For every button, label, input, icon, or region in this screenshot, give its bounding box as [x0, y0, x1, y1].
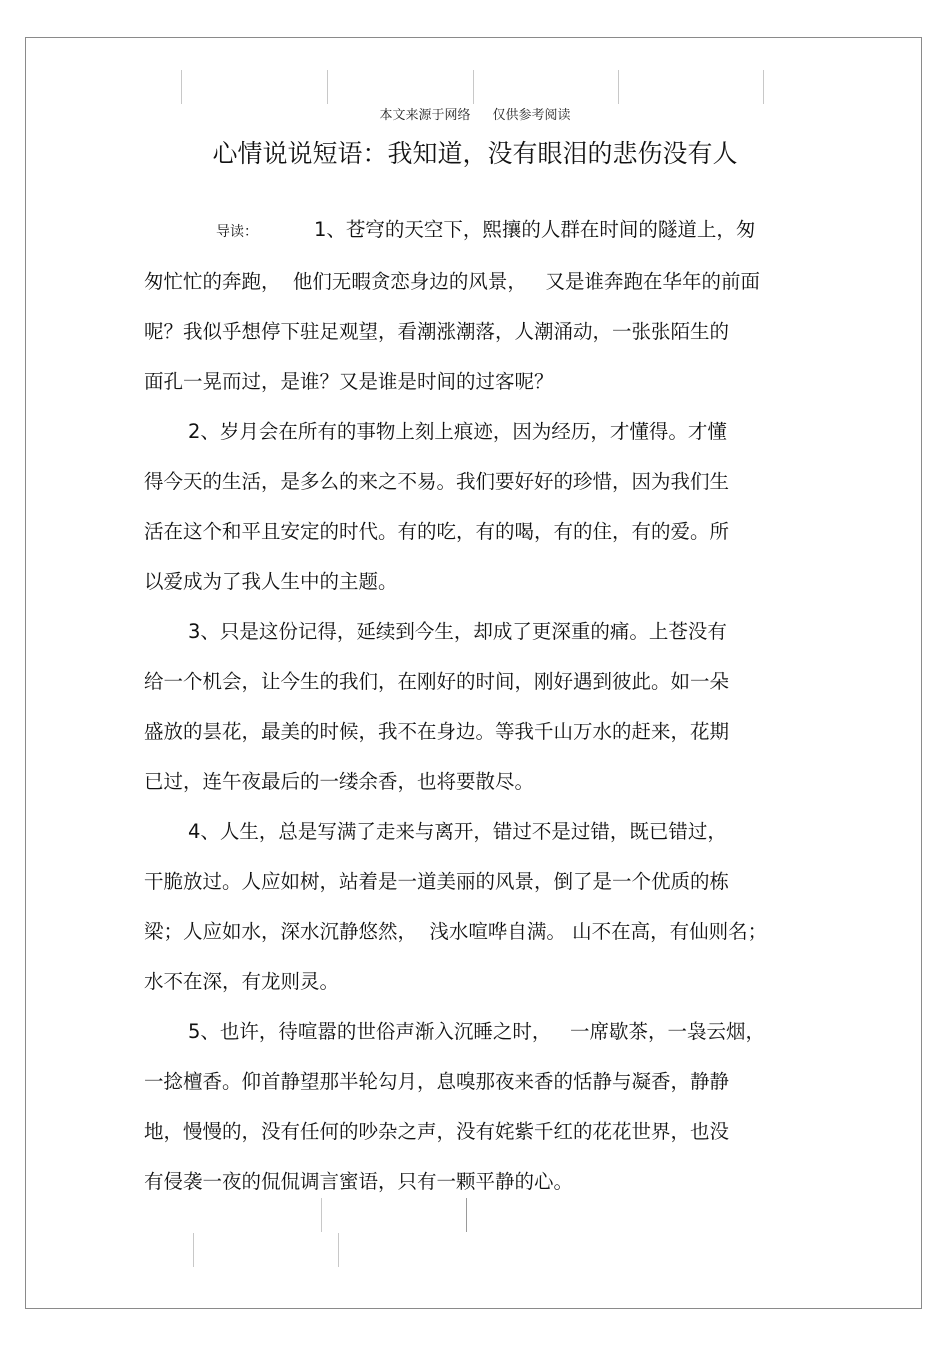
text-line: 盛放的昙花，最美的时候，我不在身边。等我千山万水的赶来，花期 — [144, 720, 730, 743]
source-note — [0, 104, 950, 123]
text-line: 得今天的生活，是多么的来之不易。我们要好好的珍惜，因为我们生 — [144, 470, 730, 493]
text-line: 梁；人应如水，深水沉静悠然， 浅水喧哗自满。 山不在高，有仙则名； — [144, 920, 768, 943]
scan-mark — [473, 70, 474, 104]
text-line: 以爱成为了我人生中的主题。 — [144, 570, 398, 593]
page-title: 心情说说短语：我知道，没有眼泪的悲伤没有人 — [212, 139, 738, 168]
text-line: 已过，连午夜最后的一缕余香，也将要散尽。 — [144, 770, 535, 793]
lead-label: 导读： — [216, 224, 258, 240]
scan-mark — [618, 70, 619, 104]
text-line: 一捻檀香。仰首静望那半轮勾月，息嗅那夜来香的恬静与凝香，静静 — [144, 1070, 730, 1093]
text-line: 1、苍穹的天空下，熙攘的人群在时间的隧道上，匆 — [314, 218, 756, 241]
text-line: 给一个机会，让今生的我们，在刚好的时间，刚好遇到彼此。如一朵 — [144, 670, 730, 693]
text-line: 有侵袭一夜的侃侃调言蜜语，只有一颗平静的心。 — [144, 1170, 574, 1193]
text-line: 4、人生，总是写满了走来与离开，错过不是过错，既已错过， — [188, 820, 727, 843]
reference-text: 仅供参考阅读 — [492, 108, 571, 123]
article-body — [144, 205, 804, 1207]
paragraph-1 — [144, 205, 804, 407]
scan-mark — [193, 1233, 194, 1267]
text-line: 水不在深，有龙则灵。 — [144, 970, 340, 993]
paragraph-5 — [144, 1007, 804, 1207]
text-line: 3、只是这份记得，延续到今生，却成了更深重的痛。上苍没有 — [188, 620, 727, 643]
paragraph-2 — [144, 407, 804, 607]
text-line: 干脆放过。人应如树，站着是一道美丽的风景，倒了是一个优质的栋 — [144, 870, 730, 893]
text-line: 5、也许，待喧嚣的世俗声渐入沉睡之时， 一席歇茶，一袅云烟， — [188, 1020, 766, 1043]
scan-mark — [338, 1233, 339, 1267]
paragraph-4 — [144, 807, 804, 1007]
text-line: 2、岁月会在所有的事物上刻上痕迹，因为经历，才懂得。才懂 — [188, 420, 727, 443]
source-text: 本文来源于网络 — [379, 108, 471, 123]
paragraph-3 — [144, 607, 804, 807]
scan-mark — [327, 70, 328, 104]
scan-mark — [181, 70, 182, 104]
scan-mark — [763, 70, 764, 104]
text-line: 呢？我似乎想停下驻足观望，看潮涨潮落，人潮涌动，一张张陌生的 — [144, 320, 730, 343]
text-line: 面孔一晃而过，是谁？又是谁是时间的过客呢？ — [144, 370, 554, 393]
text-line: 地，慢慢的，没有任何的吵杂之声，没有姹紫千红的花花世界，也没 — [144, 1120, 730, 1143]
text-line: 匆忙忙的奔跑， 他们无暇贪恋身边的风景， 又是谁奔跑在华年的前面 — [144, 270, 760, 293]
text-line: 活在这个和平且安定的时代。有的吃，有的喝，有的住，有的爱。所 — [144, 520, 730, 543]
